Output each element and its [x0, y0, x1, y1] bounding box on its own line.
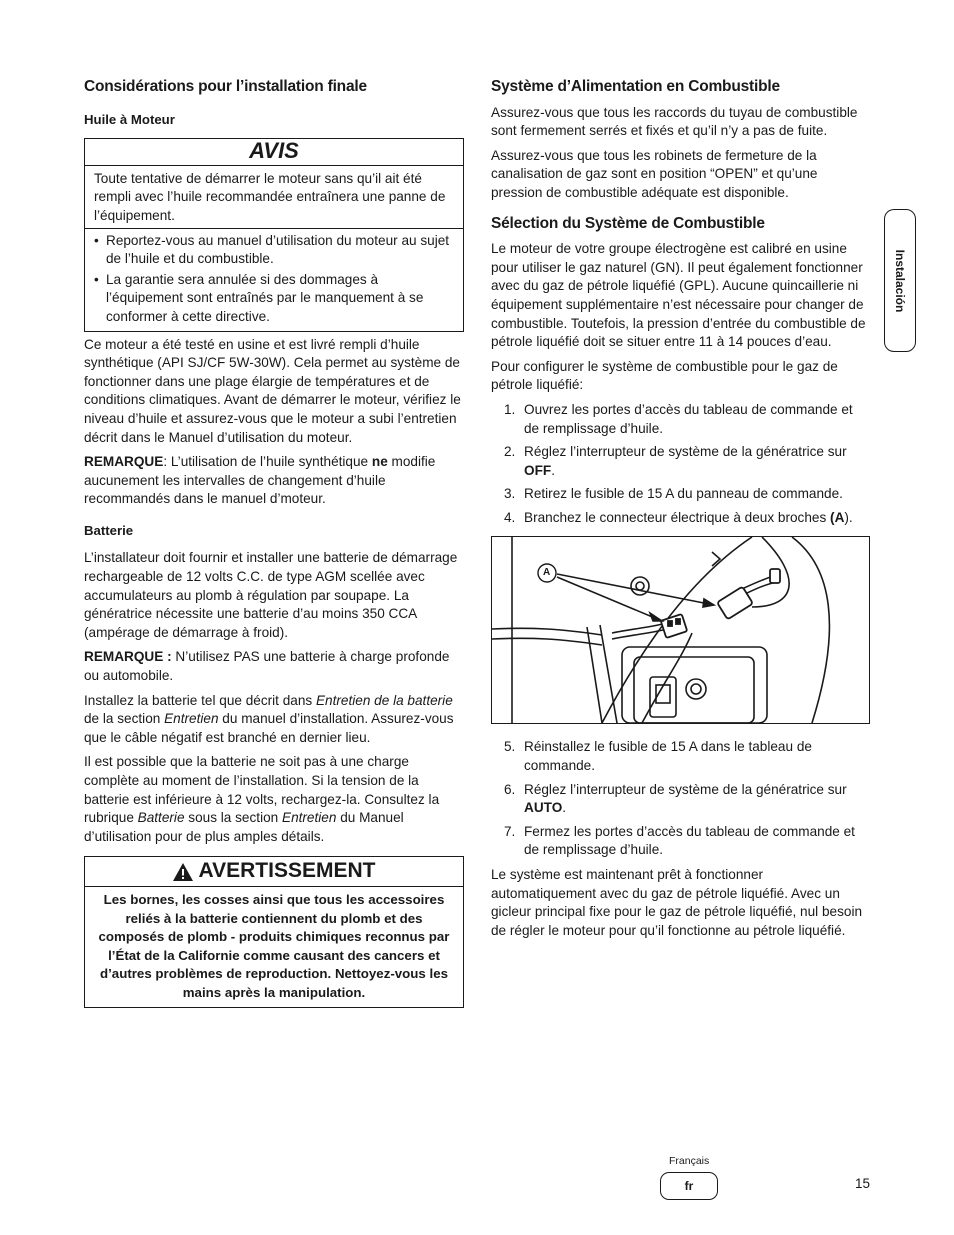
step-item: 5. Réinstallez le fusible de 15 A dans le tableau de commande. — [504, 739, 812, 774]
connector-figure — [491, 536, 870, 724]
step-item: 7. Fermez les portes d’accès du tableau de commande et de remplissage d’huile. — [504, 823, 855, 858]
step-item: 3. Retirez le fusible de 15 A du panneau de commande. — [504, 486, 843, 502]
engine-oil-subheading: Huile à Moteur — [84, 111, 175, 127]
step-item: 4. Branchez le connecteur électrique à deux broches (A). — [504, 509, 853, 525]
warning-triangle-icon — [173, 863, 193, 881]
battery-charge-paragraph: Il est possible que la batterie ne soit pas à une charge complète au moment de l’installation. Si la tension de la batterie est inférieure à 12 volts, rechargez-la. Consultez la rubrique Batterie sous la section Entretien du Manuel d’utilisation pour de plus amples détails. — [84, 754, 440, 844]
callout-label: A — [543, 567, 551, 579]
step-item: 1. Ouvrez les portes d’accès du tableau de commande et de remplissage d’huile. — [504, 401, 853, 436]
warning-title: AVERTISSEMENT — [198, 859, 376, 883]
left-column — [84, 78, 464, 1008]
steps-list-b — [491, 738, 871, 860]
page-number: 15 — [855, 1176, 871, 1191]
right-column — [491, 78, 871, 946]
language-label: Français — [669, 1155, 710, 1167]
step-item: 6. Réglez l’interrupteur de système de la génératrice sur AUTO. — [504, 781, 847, 816]
notice-box — [84, 138, 464, 331]
fuel-selection-heading: Sélection du Système de Combustible — [491, 214, 765, 232]
fuel-paragraph-1: Assurez-vous que tous les raccords du tuyau de combustible sont fermement serrés et fixés et qu’il n’y a pas de fuite. — [491, 104, 858, 139]
final-install-heading: Considérations pour l’installation finale — [84, 78, 367, 95]
oil-paragraph: Ce moteur a été testé en usine et est livré rempli d’huile synthétique (API SJ/CF 5W-30W). Cela permet au système de fonctionner dans une plage élargie de températures et de conditions climatiques. Avant de démarrer le moteur, vérifiez le niveau d’huile et assurez-vous que le moteur a subi l’entretien décrit dans le Manuel d’utilisation du moteur. — [84, 336, 461, 445]
final-paragraph: Le système est maintenant prêt à fonctionner automatiquement avec du gaz de pétrole liquéfié. Avec un gicleur principal fixe pour le gaz de pétrole liquéfié, nul besoin de régler le moteur pour qu’il fonctionne au pétrole liquéfié. — [491, 867, 863, 938]
battery-subheading: Batterie — [84, 522, 134, 538]
language-badge: fr — [660, 1172, 718, 1200]
selection-paragraph-1: Le moteur de votre groupe électrogène est calibré en usine pour utiliser le gaz naturel (GN). Il peut également fonctionner avec du gaz de pétrole liquéfié (GPL). Aucune quincaillerie ni équipement supplémentaire n’est nécessaire pour changer de combustible. Toutefois, la pression d’entrée du combustible de pétrole liquéfié doit se situer entre 11 à 14 pouces d’eau. — [491, 241, 866, 350]
notice-text: Toute tentative de démarrer le moteur sans qu’il ait été rempli avec l’huile recommandée entraînera une panne de l’équipement. — [85, 166, 463, 229]
oil-remark: REMARQUE: L’utilisation de l’huile synthétique ne modifie aucunement les intervalles de changement d’huile recommandés dans le manuel d’moteur. — [84, 454, 436, 507]
battery-paragraph: L’installateur doit fournir et installer une batterie de démarrage rechargeable de 12 volts C.C. de type AGM scellée avec accumulateurs au plomb à régulation par soupape. La génératrice nécessite une batterie d’au moins 350 CCA (ampérage de démarrage à froid). — [84, 550, 458, 640]
fuel-paragraph-2: Assurez-vous que tous les robinets de fermeture de la canalisation de gaz sont en position “OPEN” et qu’une pression de combustible adéquate est disponible. — [491, 147, 818, 200]
notice-title: AVIS — [85, 139, 463, 166]
battery-install-paragraph: Installez la batterie tel que décrit dans Entretien de la batterie de la section Entretien du manuel d’installation. Assurez-vous que le câble négatif est branché en dernier lieu. — [84, 692, 454, 745]
notice-bullet: • La garantie sera annulée si des dommages à l’équipement sont entraînés par le manquement à se conformer à cette directive. — [94, 271, 455, 327]
notice-bullet: • Reportez-vous au manuel d’utilisation du moteur au sujet de l’huile et du combustible. — [94, 232, 455, 269]
selection-paragraph-2: Pour configurer le système de combustible pour le gaz de pétrole liquéfié: — [491, 358, 838, 393]
warning-box — [84, 856, 464, 1007]
fuel-system-heading: Système d’Alimentation en Combustible — [491, 78, 780, 95]
notice-bullets — [85, 229, 463, 331]
steps-list-a — [491, 401, 871, 528]
warning-text: Les bornes, les cosses ainsi que tous les accessoires reliés à la batterie contiennent du plomb et des composés de plomb - produits chimiques reconnus par l’État de la Californie comme causant des cancers et d’autres problèmes de reproduction. Nettoyez-vous les mains après la manipulation. — [98, 891, 450, 1000]
section-tab-label: Instalación — [893, 249, 907, 312]
callout-arrows — [557, 574, 714, 621]
step-item: 2. Réglez l’interrupteur de système de la génératrice sur OFF. — [504, 444, 847, 478]
warning-header — [85, 857, 463, 887]
section-tab-instalacion — [884, 209, 916, 352]
battery-remark: REMARQUE : N’utilisez PAS une batterie à charge profonde ou automobile. — [84, 649, 450, 684]
